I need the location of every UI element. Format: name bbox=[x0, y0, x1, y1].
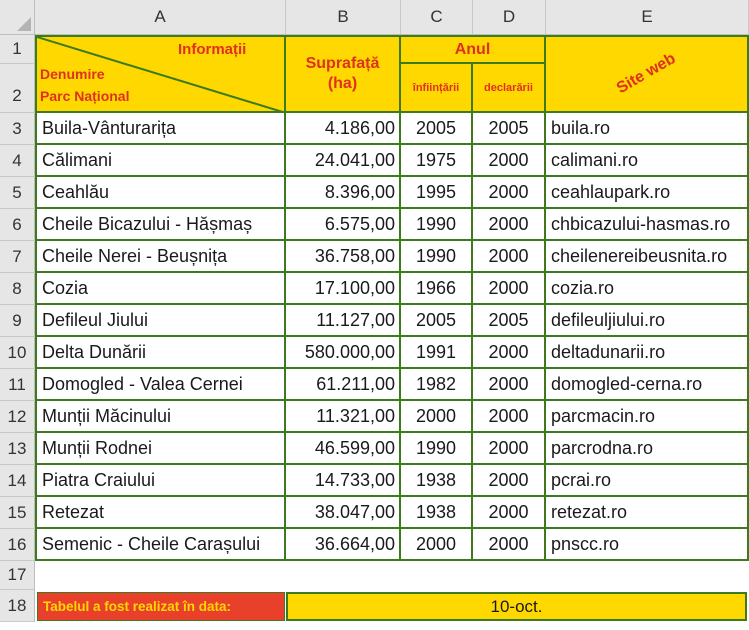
cell-site[interactable]: deltadunarii.ro bbox=[546, 337, 749, 369]
cell-area[interactable]: 46.599,00 bbox=[286, 433, 401, 465]
row-header-7[interactable]: 7 bbox=[0, 241, 35, 273]
cell-area[interactable]: 11.321,00 bbox=[286, 401, 401, 433]
column-header-a[interactable]: A bbox=[35, 0, 286, 35]
cell-name[interactable]: Semenic - Cheile Carașului bbox=[35, 529, 286, 561]
cell-founded[interactable]: 1991 bbox=[401, 337, 473, 369]
cell-founded[interactable]: 1990 bbox=[401, 433, 473, 465]
cell-declared[interactable]: 2005 bbox=[473, 113, 546, 145]
cell-declared[interactable]: 2000 bbox=[473, 529, 546, 561]
cell-area[interactable]: 17.100,00 bbox=[286, 273, 401, 305]
cell-declared[interactable]: 2000 bbox=[473, 177, 546, 209]
header-anul-label: Anul bbox=[454, 40, 491, 58]
cell-site[interactable]: defileuljiului.ro bbox=[546, 305, 749, 337]
footer-label: Tabelul a fost realizat în data: bbox=[43, 599, 232, 614]
column-header-b[interactable]: B bbox=[286, 0, 401, 35]
row-header-18[interactable]: 18 bbox=[0, 590, 35, 622]
cell-site[interactable]: calimani.ro bbox=[546, 145, 749, 177]
cell-name[interactable]: Delta Dunării bbox=[35, 337, 286, 369]
cell-founded[interactable]: 1975 bbox=[401, 145, 473, 177]
header-denumire-label: Denumire bbox=[40, 66, 105, 82]
cell-name[interactable]: Munții Rodnei bbox=[35, 433, 286, 465]
cell-area[interactable]: 14.733,00 bbox=[286, 465, 401, 497]
header-site-web-cell[interactable] bbox=[546, 35, 749, 113]
row-header-1[interactable]: 1 bbox=[0, 35, 35, 64]
cell-site[interactable]: parcmacin.ro bbox=[546, 401, 749, 433]
cell-site[interactable]: cheilenereibeusnita.ro bbox=[546, 241, 749, 273]
row-header-4[interactable]: 4 bbox=[0, 145, 35, 177]
footer-date: 10-oct. bbox=[490, 596, 543, 616]
cell-site[interactable]: pcrai.ro bbox=[546, 465, 749, 497]
header-anul-cell[interactable] bbox=[401, 35, 546, 64]
header-suprafata-cell[interactable] bbox=[286, 35, 401, 113]
cell-site[interactable]: retezat.ro bbox=[546, 497, 749, 529]
cell-founded[interactable]: 2005 bbox=[401, 113, 473, 145]
cell-area[interactable]: 6.575,00 bbox=[286, 209, 401, 241]
cell-declared[interactable]: 2000 bbox=[473, 369, 546, 401]
cell-name[interactable]: Piatra Craiului bbox=[35, 465, 286, 497]
cell-site[interactable]: domogled-cerna.ro bbox=[546, 369, 749, 401]
cell-declared[interactable]: 2000 bbox=[473, 433, 546, 465]
column-header-d[interactable]: D bbox=[473, 0, 546, 35]
cell-site[interactable]: chbicazului-hasmas.ro bbox=[546, 209, 749, 241]
cell-area[interactable]: 8.396,00 bbox=[286, 177, 401, 209]
row-header-3[interactable]: 3 bbox=[0, 113, 35, 145]
cell-name[interactable]: Retezat bbox=[35, 497, 286, 529]
cell-declared[interactable]: 2000 bbox=[473, 241, 546, 273]
row-header-17[interactable]: 17 bbox=[0, 561, 35, 590]
cell-founded[interactable]: 1995 bbox=[401, 177, 473, 209]
cell-founded[interactable]: 2000 bbox=[401, 529, 473, 561]
cell-name[interactable]: Defileul Jiului bbox=[35, 305, 286, 337]
cell-founded[interactable]: 2005 bbox=[401, 305, 473, 337]
row-header-9[interactable]: 9 bbox=[0, 305, 35, 337]
cell-declared[interactable]: 2000 bbox=[473, 145, 546, 177]
row-header-13[interactable]: 13 bbox=[0, 433, 35, 465]
column-header-e[interactable]: E bbox=[546, 0, 749, 35]
row-header-8[interactable]: 8 bbox=[0, 273, 35, 305]
header-infiintarii-label: înființării bbox=[412, 81, 460, 94]
cell-area[interactable]: 61.211,00 bbox=[286, 369, 401, 401]
header-site-web-label: Site web bbox=[613, 49, 679, 98]
row-header-5[interactable]: 5 bbox=[0, 177, 35, 209]
cell-area[interactable]: 36.664,00 bbox=[286, 529, 401, 561]
cell-name[interactable]: Cheile Nerei - Beușnița bbox=[35, 241, 286, 273]
header-ha-label: (ha) bbox=[327, 75, 358, 92]
cell-declared[interactable]: 2000 bbox=[473, 209, 546, 241]
row-header-10[interactable]: 10 bbox=[0, 337, 35, 369]
cell-declared[interactable]: 2000 bbox=[473, 465, 546, 497]
cell-declared[interactable]: 2000 bbox=[473, 337, 546, 369]
cell-name[interactable]: Ceahlău bbox=[35, 177, 286, 209]
cell-area[interactable]: 36.758,00 bbox=[286, 241, 401, 273]
header-suprafata-label: Suprafață bbox=[305, 55, 380, 72]
cell-name[interactable]: Buila-Vânturarița bbox=[35, 113, 286, 145]
header-declararii-label: declarării bbox=[484, 81, 533, 94]
footer-label-cell[interactable] bbox=[37, 592, 285, 621]
row-header-6[interactable]: 6 bbox=[0, 209, 35, 241]
cell-site[interactable]: buila.ro bbox=[546, 113, 749, 145]
cell-founded[interactable]: 2000 bbox=[401, 401, 473, 433]
cell-declared[interactable]: 2000 bbox=[473, 497, 546, 529]
cell-area[interactable]: 38.047,00 bbox=[286, 497, 401, 529]
header-denumire-cell[interactable] bbox=[35, 35, 286, 113]
row-header-14[interactable]: 14 bbox=[0, 465, 35, 497]
row-header-12[interactable]: 12 bbox=[0, 401, 35, 433]
cell-name[interactable]: Cheile Bicazului - Hășmaș bbox=[35, 209, 286, 241]
cell-declared[interactable]: 2005 bbox=[473, 305, 546, 337]
select-all-icon bbox=[17, 17, 31, 31]
cell-area[interactable]: 11.127,00 bbox=[286, 305, 401, 337]
cell-site[interactable]: ceahlaupark.ro bbox=[546, 177, 749, 209]
row-header-11[interactable]: 11 bbox=[0, 369, 35, 401]
header-declararii-cell[interactable] bbox=[473, 64, 546, 113]
cell-area[interactable]: 4.186,00 bbox=[286, 113, 401, 145]
cell-founded[interactable]: 1938 bbox=[401, 497, 473, 529]
row-header-2[interactable]: 2 bbox=[0, 64, 35, 113]
cell-founded[interactable]: 1982 bbox=[401, 369, 473, 401]
row-header-16[interactable]: 16 bbox=[0, 529, 35, 561]
select-all-corner[interactable] bbox=[0, 0, 35, 35]
cell-founded[interactable]: 1990 bbox=[401, 209, 473, 241]
cell-declared[interactable]: 2000 bbox=[473, 273, 546, 305]
cell-name[interactable]: Munții Măcinului bbox=[35, 401, 286, 433]
header-informatii-label: Informații bbox=[178, 41, 247, 58]
cell-area[interactable]: 24.041,00 bbox=[286, 145, 401, 177]
column-header-c[interactable]: C bbox=[401, 0, 473, 35]
header-parc-national-label: Parc Național bbox=[40, 88, 130, 104]
footer-date-cell[interactable] bbox=[286, 592, 747, 621]
cell-site[interactable]: pnscc.ro bbox=[546, 529, 749, 561]
header-infiintarii-cell[interactable] bbox=[401, 64, 473, 113]
cell-name[interactable]: Domogled - Valea Cernei bbox=[35, 369, 286, 401]
cell-name[interactable]: Călimani bbox=[35, 145, 286, 177]
cell-area[interactable]: 580.000,00 bbox=[286, 337, 401, 369]
row-header-15[interactable]: 15 bbox=[0, 497, 35, 529]
cell-site[interactable]: parcrodna.ro bbox=[546, 433, 749, 465]
cell-founded[interactable]: 1966 bbox=[401, 273, 473, 305]
cell-founded[interactable]: 1990 bbox=[401, 241, 473, 273]
cell-name[interactable]: Cozia bbox=[35, 273, 286, 305]
cell-site[interactable]: cozia.ro bbox=[546, 273, 749, 305]
cell-founded[interactable]: 1938 bbox=[401, 465, 473, 497]
cell-declared[interactable]: 2000 bbox=[473, 401, 546, 433]
